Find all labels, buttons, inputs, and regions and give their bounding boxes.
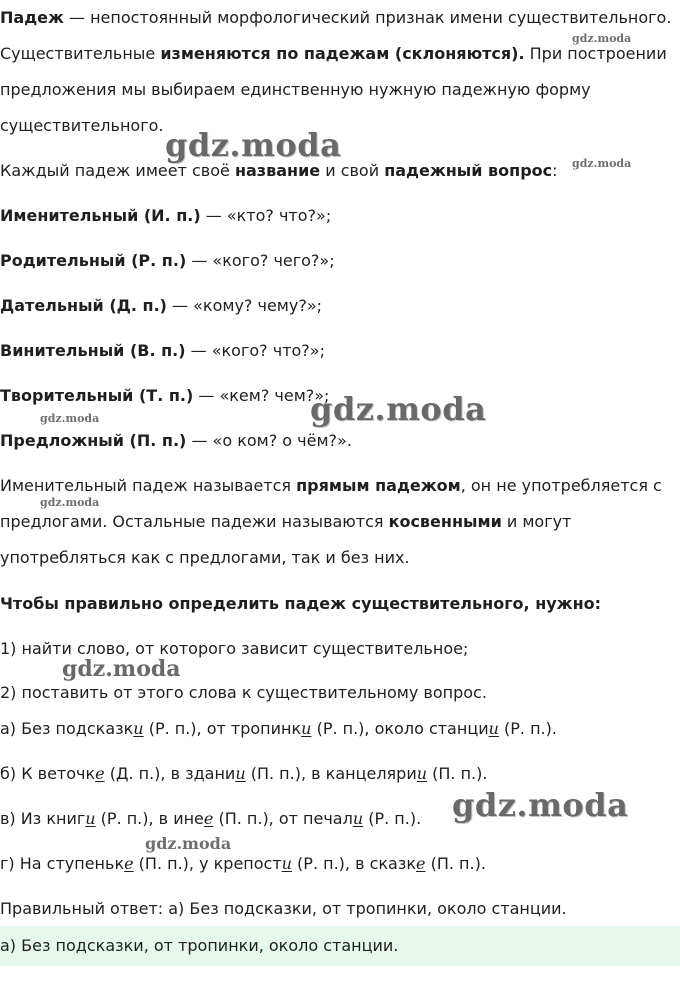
direct-line-2: предлогами. Остальные падежи называются косвенными и могут [0, 512, 572, 531]
ending: и [85, 809, 96, 828]
case-genitive: Родительный (Р. п.) — «кого? чего?»; [0, 251, 335, 270]
ending: и [488, 719, 499, 738]
case-dative: Дательный (Д. п.) — «кому? чему?»; [0, 296, 323, 315]
ending: и [133, 719, 144, 738]
watermark: gdz.moda [310, 390, 487, 428]
answer-box-text: а) Без подсказки, от тропинки, около станции. [0, 936, 399, 955]
watermark: gdz.moda [572, 32, 632, 45]
option-b: б) К веточке (Д. п.), в здании (П. п.), в канцелярии (П. п.). [0, 764, 488, 783]
ending: и [235, 764, 246, 783]
watermark: gdz.moda [62, 656, 181, 682]
case-nominative: Именительный (И. п.) — «кто? что?»; [0, 206, 332, 225]
watermark: gdz.moda [40, 412, 100, 425]
intro-line-4: существительного. [0, 116, 164, 135]
ending: и [352, 809, 364, 828]
ending: е [203, 809, 214, 828]
intro-line-3: предложения мы выбираем единственную нужную падежную форму [0, 80, 591, 99]
ending: и [416, 764, 428, 783]
intro-line-1: Падеж — непостоянный морфологический признак имени существительного. [0, 8, 672, 27]
howto-title: Чтобы правильно определить падеж существительного, нужно: [0, 594, 602, 613]
option-v: в) Из книги (Р. п.), в инее (П. п.), от печали (Р. п.). [0, 809, 422, 828]
ending: е [124, 854, 134, 873]
intro-line-2: Существительные изменяются по падежам (склоняются). При построении [0, 44, 667, 63]
watermark: gdz.moda [165, 126, 342, 164]
case-instrumental: Творительный (Т. п.) — «кем? чем?»; [0, 386, 330, 405]
correct-answer-label: Правильный ответ: а) Без подсказки, от тропинки, около станции. [0, 899, 567, 918]
ending: е [95, 764, 105, 783]
intro-line-5: Каждый падеж имеет своё название и свой падежный вопрос: [0, 161, 558, 180]
term-padezh: Падеж [0, 8, 64, 27]
direct-line-1: Именительный падеж называется прямым падежом, он не употребляется с [0, 476, 662, 495]
howto-step-2: 2) поставить от этого слова к существительному вопрос. [0, 683, 487, 702]
option-g: г) На ступеньке (П. п.), у крепости (Р. п.), в сказке (П. п.). [0, 854, 486, 873]
case-prepositional: Предложный (П. п.) — «о ком? о чём?». [0, 431, 352, 450]
watermark: gdz.moda [145, 834, 232, 853]
ending: и [301, 719, 312, 738]
option-a: а) Без подсказки (Р. п.), от тропинки (Р. п.), около станции (Р. п.). [0, 719, 557, 738]
howto-step-1: 1) найти слово, от которого зависит существительное; [0, 639, 469, 658]
watermark: gdz.moda [452, 786, 629, 824]
watermark: gdz.moda [572, 157, 632, 170]
direct-line-3: употребляться как с предлогами, так и без них. [0, 548, 410, 567]
watermark: gdz.moda [40, 496, 100, 509]
ending: и [281, 854, 292, 873]
case-accusative: Винительный (В. п.) — «кого? что?»; [0, 341, 325, 360]
ending: е [416, 854, 426, 873]
